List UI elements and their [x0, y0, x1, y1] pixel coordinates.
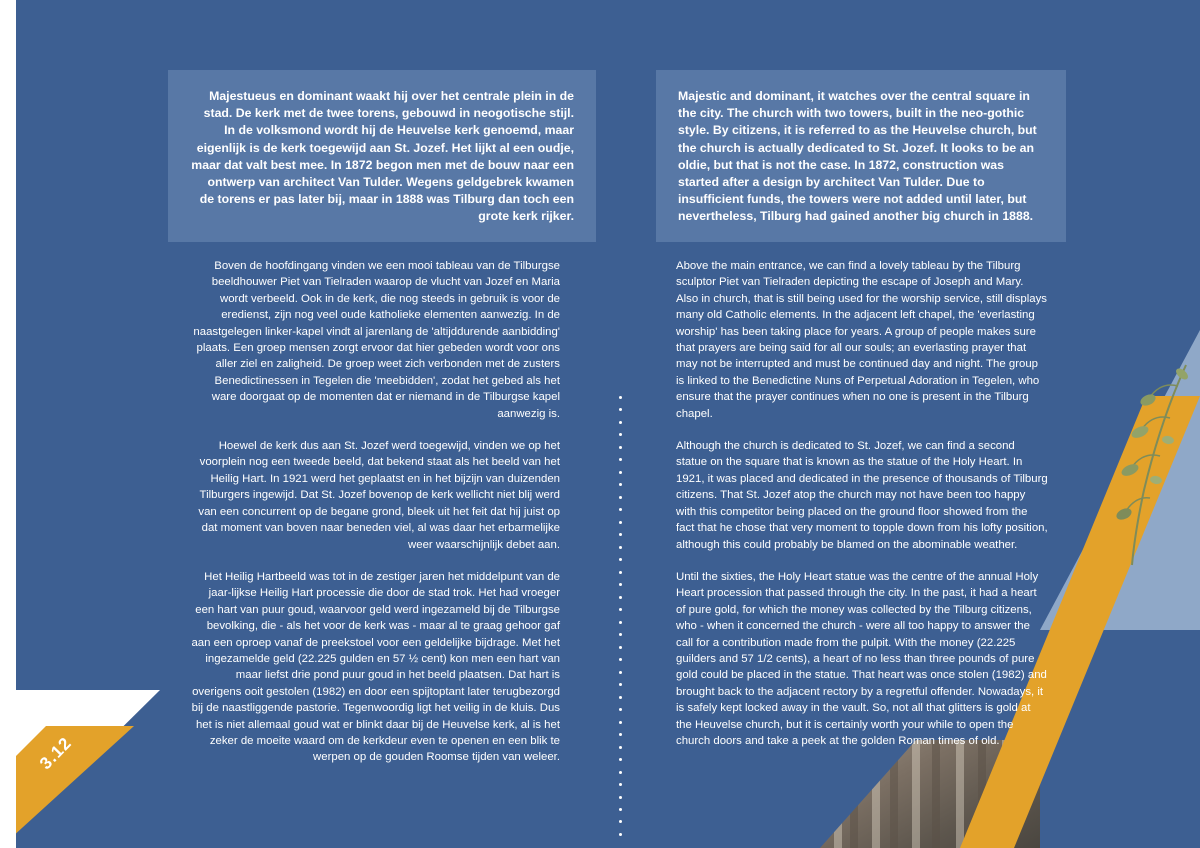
intro-box-dutch: Majestueus en dominant waakt hij over het centrale plein in de stad. De kerk met de twee torens, gebouwd in neogotische stijl. In de volksmond wordt hij de Heuvelse kerk genoemd, maar eigenlijk is de kerk toegewijd aan St. Jozef. Het lijkt al een oudje, maar dat valt best mee. In 1872 begon men met de bouw naar een ontwerp van architect Van Tulder. Wegens geldgebrek kwamen de torens er pas later bij, maar in 1888 was Tilburg dan toch een grote kerk rijker.: [168, 70, 596, 242]
dotted-divider: [619, 396, 623, 836]
paragraph: Boven de hoofdingang vinden we een mooi tableau van de Tilburgse beeldhouwer Piet van Tielraden waarop de vlucht van Jozef en Maria wordt verbeeld. Ook in de kerk, die nog steeds in gebruik is voor de eredienst, zijn nog veel oude katholieke elementen aanwezig. In de naastgelegen linker-kapel vindt al jarenlang de 'altijddurende aanbidding' plaats. Een groep mensen zorgt ervoor dat hier gebeden wordt voor ons aller ziel en zaligheid. De groep weet zich verbonden met de zusters Benedictinessen in Tegelen die 'meebidden', zodat het gebed als het ware doorgaat op de momenten dat er niemand in de Tilburgse kapel aanwezig is.: [193, 260, 560, 420]
paragraph: Hoewel de kerk dus aan St. Jozef werd toegewijd, vinden we op het voorplein nog een tweede beeld, dat bekend staat als het beeld van het Heilig Hart. In 1921 werd het geplaatst en in het bijzijn van duizenden Tilburgers ingewijd. Dat St. Jozef bovenop de kerk wellicht niet blij werd van een concurrent op de begane grond, bleek uit het feit dat hij juist op dat moment van boven naar beneden viel, al was daar het erbarmelijke weer waarschijnlijk debet aan.: [198, 440, 560, 551]
paragraph: Until the sixties, the Holy Heart statue was the centre of the annual Holy Heart procession that passed through the city. In the past, it had a heart of pure gold, for which the money was collected by the Tilburg citizens, who - when it concerned the church - were all too happy to answer the call for a contribution made from the pulpit. With the money (22.225 guilders and 57 1/2 cents), a heart of no less than three pounds of pure gold could be placed in the statue. That heart was once stolen (1982) and brought back to the adjacent rectory by a regretful offender. Nowadays, it is safely kept locked away in the vault. So, not all that glitters is gold at the Heuvelse church, but it is certainly worth your while to open the church doors and take a peek at the golden Roman times of old.: [676, 570, 1047, 747]
paragraph: Above the main entrance, we can find a lovely tableau by the Tilburg sculptor Piet van Tielraden depicting the escape of Joseph and Mary. Also in church, that is still being used for the worship service, still displays many old Catholic elements. In the adjacent left chapel, the 'everlasting worship' has been taking place for years. A group of people makes sure that prayers are being said for all our souls; an everlasting prayer that may not be interrupted and must be continued day and night. The group is linked to the Benedictine Nuns of Perpetual Adoration in Tegelen, who ensure that the prayer continues when no one is present in the Tilburg chapel.: [676, 260, 1047, 420]
paragraph: Het Heilig Hartbeeld was tot in de zestiger jaren het middelpunt van de jaar-lijkse Heilig Hart processie die door de stad trok. Het had vroeger een hart van puur goud, waarvoor geld werd ingezameld bij de Tilburgse bevolking, die - als het voor de kerk was - maar al te graag gehoor gaf aan een oproep vanaf de preekstoel voor een geldelijke bijdrage. Met het ingezamelde geld (22.225 gulden en 57 ½ cent) kon men een hart van maar liefst drie pond puur goud in het beeld plaatsen. Dat hart is overigens ooit gestolen (1982) en door een spijtoptant later terugbezorgd bij de naastliggende pastorie. Tegenwoordig ligt het veilig in de kluis. Dus het is niet allemaal goud wat er blinkt daar bij de Heuvelse kerk, al is het zeker de moeite waard om de kerkdeur even te openen en een blik te werpen op de gouden Roomse tijden van weleer.: [191, 570, 560, 764]
plant-sprig-decoration: [1086, 360, 1196, 570]
intro-box-english: Majestic and dominant, it watches over the central square in the city. The church with two towers, built in the neo-gothic style. By citizens, it is referred to as the Heuvelse church, but the church is actually dedicated to St. Jozef. It looks to be an oldie, but that is not the case. In 1872, construction was started after a design by architect Van Tulder. Due to insufficient funds, the towers were not added until later, but nevertheless, Tilburg had gained another big church in 1888.: [656, 70, 1066, 242]
left-white-margin: [0, 0, 16, 848]
body-column-dutch: [190, 258, 560, 766]
paragraph: Although the church is dedicated to St. Jozef, we can find a second statue on the square that is known as the statue of the Holy Heart. In 1921, it was placed and dedicated in the presence of thousands of Tilburg citizens. That St. Jozef atop the church may not have been too happy with this competitor being placed on the ground floor showed from the fact that he chose that very moment to topple down from his lofty position, although this could probably be blamed on the abominable weather.: [676, 440, 1048, 551]
body-column-english: [676, 258, 1048, 749]
page-number: 3.12: [36, 733, 76, 774]
